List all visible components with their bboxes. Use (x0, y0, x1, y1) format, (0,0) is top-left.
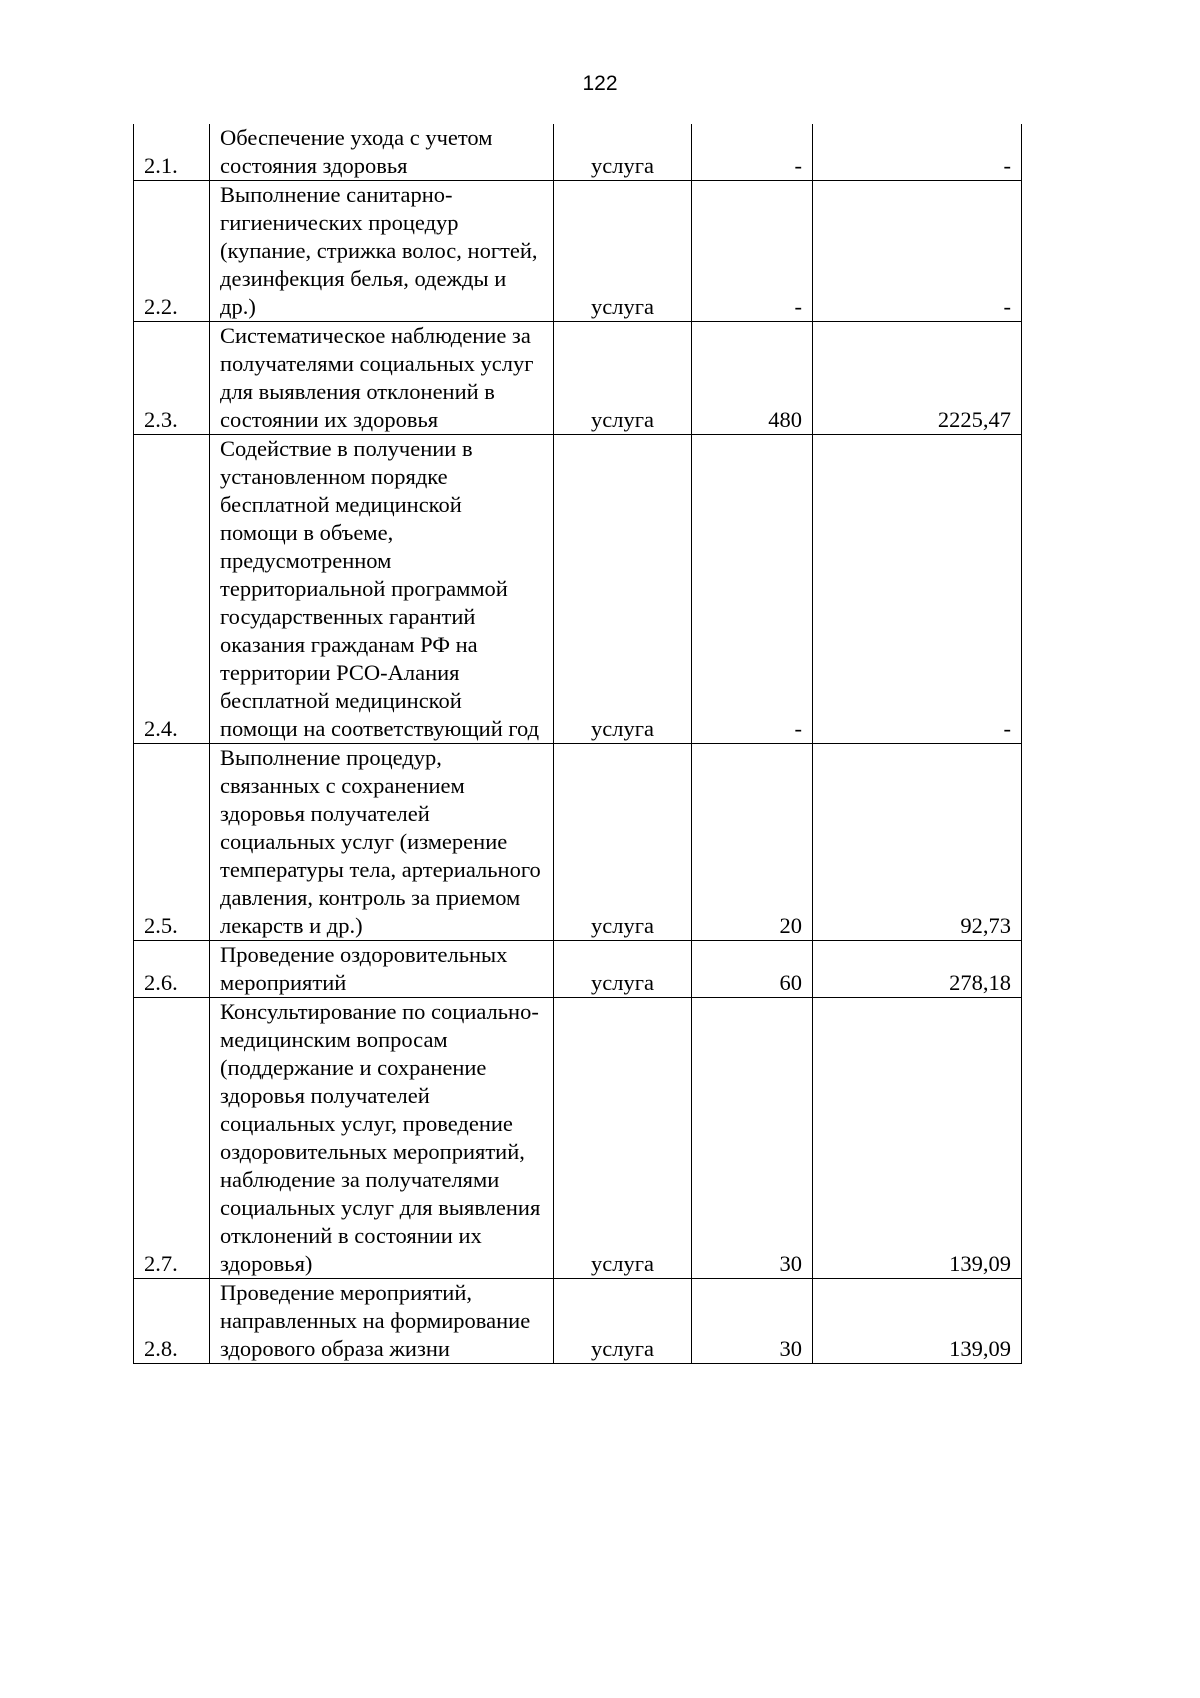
row-number: 2.7. (134, 998, 210, 1279)
service-cost: 278,18 (813, 941, 1022, 998)
service-name: Систематическое наблюдение за получателями социальных услуг для выявления отклонений в состоянии их здоровья (210, 322, 554, 435)
service-cost: - (813, 435, 1022, 744)
service-cost: 139,09 (813, 998, 1022, 1279)
service-unit: услуга (554, 941, 692, 998)
row-number: 2.3. (134, 322, 210, 435)
table-row (134, 1279, 1022, 1364)
service-name: Выполнение процедур, связанных с сохранением здоровья получателей социальных услуг (измерение температуры тела, артериального давления, контроль за приемом лекарств и др.) (210, 744, 554, 941)
row-number: 2.5. (134, 744, 210, 941)
service-quantity: - (692, 435, 813, 744)
service-unit: услуга (554, 998, 692, 1279)
service-cost: 2225,47 (813, 322, 1022, 435)
row-number: 2.8. (134, 1279, 210, 1364)
service-name: Выполнение санитарно-гигиенических процедур (купание, стрижка волос, ногтей, дезинфекция белья, одежды и др.) (210, 181, 554, 322)
table-row (134, 181, 1022, 322)
services-table (133, 124, 1022, 1364)
service-unit: услуга (554, 744, 692, 941)
service-name: Проведение мероприятий, направленных на формирование здорового образа жизни (210, 1279, 554, 1364)
service-unit: услуга (554, 124, 692, 181)
service-name: Проведение оздоровительных мероприятий (210, 941, 554, 998)
table-row (134, 322, 1022, 435)
service-cost: - (813, 124, 1022, 181)
row-number: 2.4. (134, 435, 210, 744)
service-quantity: 30 (692, 1279, 813, 1364)
service-cost: - (813, 181, 1022, 322)
table-row (134, 941, 1022, 998)
row-number: 2.1. (134, 124, 210, 181)
service-cost: 92,73 (813, 744, 1022, 941)
service-cost: 139,09 (813, 1279, 1022, 1364)
service-unit: услуга (554, 1279, 692, 1364)
service-quantity: - (692, 181, 813, 322)
service-quantity: 480 (692, 322, 813, 435)
service-quantity: 20 (692, 744, 813, 941)
page-number: 122 (582, 72, 618, 95)
row-number: 2.6. (134, 941, 210, 998)
service-unit: услуга (554, 181, 692, 322)
service-name: Консультирование по социально-медицинским вопросам (поддержание и сохранение здоровья получателей социальных услуг, проведение оздоровительных мероприятий, наблюдение за получателями социальных услуг для выявления отклонений в состоянии их здоровья) (210, 998, 554, 1279)
service-name: Содействие в получении в установленном порядке бесплатной медицинской помощи в объеме, предусмотренном территориальной программой государственных гарантий оказания гражданам РФ на территории РСО-Алания бесплатной медицинской помощи на соответствующий год (210, 435, 554, 744)
service-quantity: 30 (692, 998, 813, 1279)
table-row (134, 435, 1022, 744)
service-quantity: - (692, 124, 813, 181)
table-row (134, 124, 1022, 181)
table-row (134, 744, 1022, 941)
table-row (134, 998, 1022, 1279)
service-unit: услуга (554, 435, 692, 744)
service-quantity: 60 (692, 941, 813, 998)
service-name: Обеспечение ухода с учетом состояния здоровья (210, 124, 554, 181)
service-unit: услуга (554, 322, 692, 435)
row-number: 2.2. (134, 181, 210, 322)
